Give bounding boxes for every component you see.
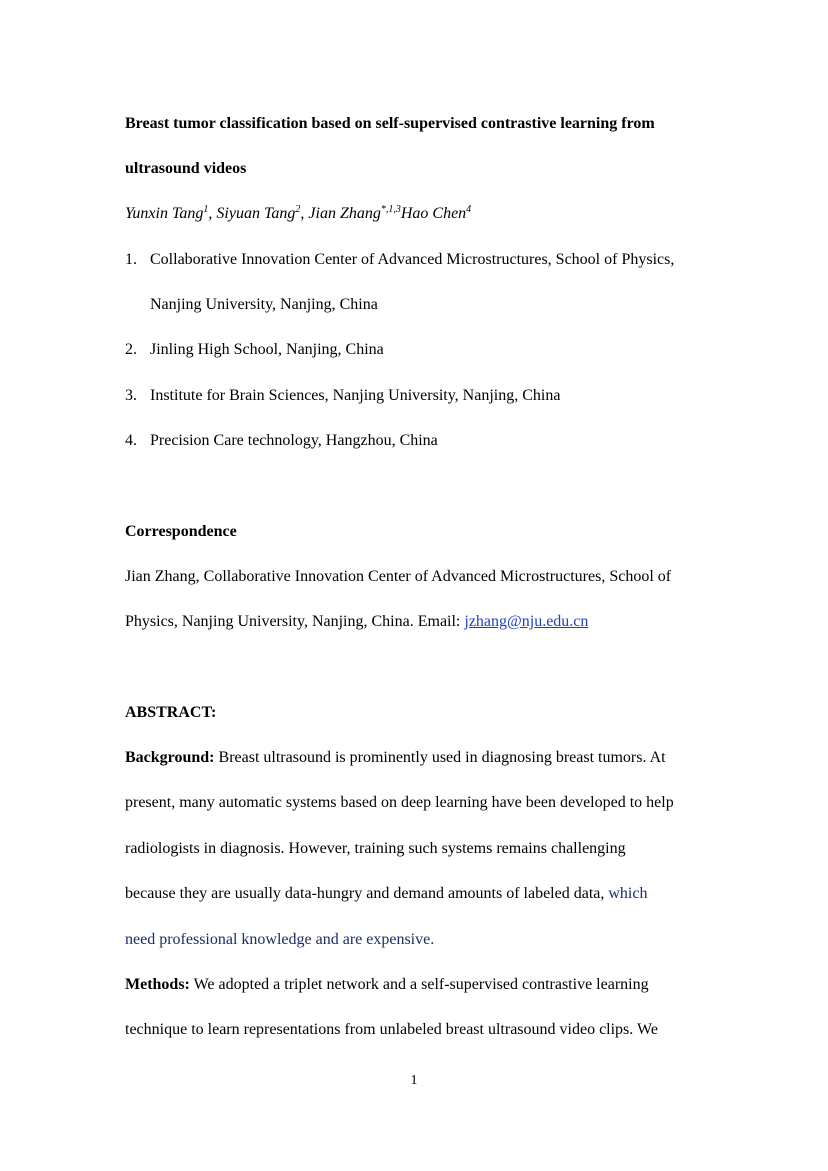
affiliation-number: 4. [125,432,137,449]
abstract-text: Breast ultrasound is prominently used in diagnosing breast tumors. At [214,749,666,766]
paper-title-line-1: Breast tumor classification based on self-supervised contrastive learning from [125,115,655,132]
author-separator: , [208,205,217,222]
correspondence-heading: Correspondence [125,523,237,540]
author-affiliation-mark: 2 [295,204,301,215]
affiliation-text: Jinling High School, Nanjing, China [150,341,384,358]
affiliation-text: Precision Care technology, Hangzhou, China [150,432,438,449]
author-name: Siyuan Tang [216,205,296,222]
author-affiliation-mark: 4 [466,204,472,215]
abstract-paragraph-line [125,748,666,768]
paper-title-line-2: ultrasound videos [125,160,247,177]
background-label: Background: [125,749,215,766]
affiliation-number: 1. [125,251,137,268]
author-affiliation-mark: 1 [203,204,209,215]
abstract-text: which [604,885,648,902]
abstract-text: because they are usually data-hungry and demand amounts of labeled data, [125,885,605,902]
abstract-paragraph-line [125,975,649,995]
correspondence-text: Jian Zhang, Collaborative Innovation Center of Advanced Microstructures, School of [125,568,672,585]
abstract-paragraph-line: present, many automatic systems based on deep learning have been developed to help [125,794,674,811]
abstract-paragraph-line [125,884,647,904]
abstract-text: We adopted a triplet network and a self-supervised contrastive learning [189,976,649,993]
author-name: Yunxin Tang [125,205,204,222]
correspondence-text [125,612,588,632]
author-list [125,204,471,224]
page-number: 1 [410,1073,418,1088]
affiliation-number: 2. [125,341,137,358]
affiliation-text: Nanjing University, Nanjing, China [150,296,378,313]
author-name: Jian Zhang [308,205,381,222]
author-separator: , [300,205,309,222]
author-name: Hao Chen [400,205,467,222]
correspondence-text-prefix: Physics, Nanjing University, Nanjing, China. Email: [125,613,465,630]
methods-label: Methods: [125,976,190,993]
abstract-heading: ABSTRACT: [125,704,217,721]
author-affiliation-mark: *,1,3 [380,204,401,215]
abstract-paragraph-line: need professional knowledge and are expensive. [125,931,435,948]
affiliation-text: Institute for Brain Sciences, Nanjing University, Nanjing, China [150,387,561,404]
abstract-paragraph-line: radiologists in diagnosis. However, training such systems remains challenging [125,840,626,857]
affiliation-text: Collaborative Innovation Center of Advanced Microstructures, School of Physics, [150,251,675,268]
email-link[interactable]: jzhang@nju.edu.cn [464,613,589,630]
affiliation-number: 3. [125,387,137,404]
abstract-paragraph-line: technique to learn representations from unlabeled breast ultrasound video clips. We [125,1021,658,1038]
